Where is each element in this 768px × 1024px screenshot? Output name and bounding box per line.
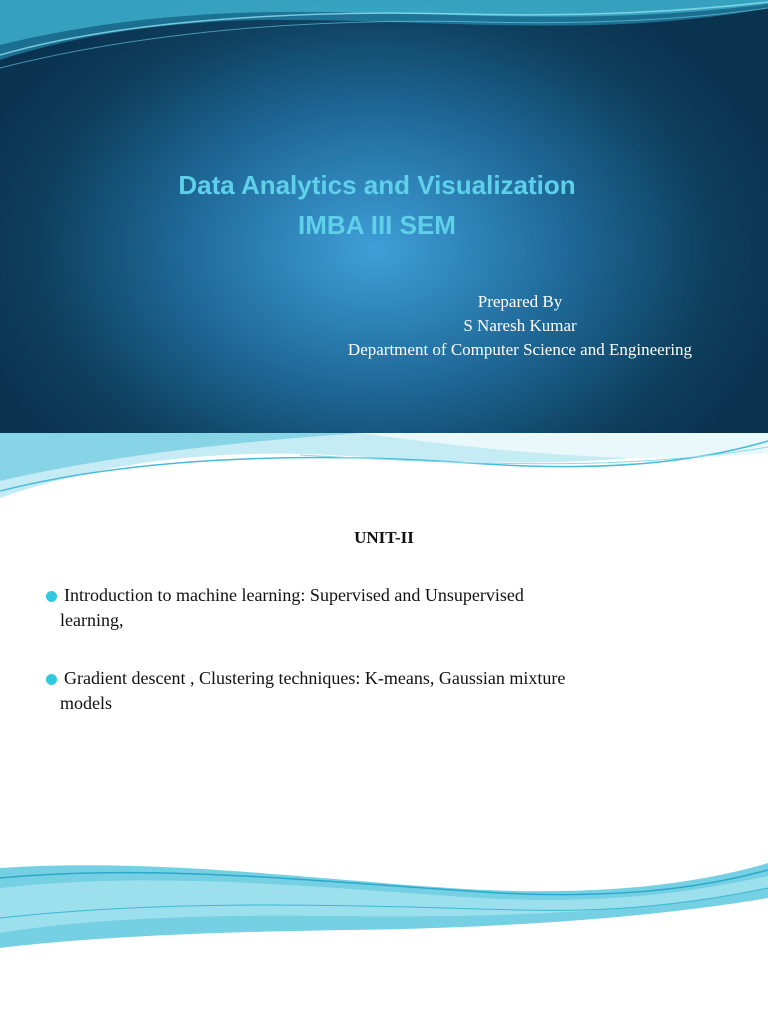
- slide2-top-wave-decoration: [0, 433, 768, 503]
- top-wave-decoration: [0, 0, 768, 80]
- title-slide: [0, 0, 768, 433]
- bullet-item: [44, 583, 724, 633]
- bullet-dot-icon: [46, 674, 57, 685]
- bullet-list: [44, 583, 724, 749]
- bullet-text-line: Gradient descent , Clustering techniques: K-means, Gaussian mixture: [64, 668, 566, 688]
- bullet-dot-icon: [46, 591, 57, 602]
- slide2-bottom-wave-decoration: [0, 858, 768, 948]
- content-slide: [0, 433, 768, 1024]
- unit-heading: UNIT-II: [354, 528, 414, 547]
- author-block: [300, 290, 740, 362]
- bullet-text-line: Introduction to machine learning: Supervised and Unsupervised: [64, 585, 524, 605]
- author-name: S Naresh Kumar: [463, 316, 577, 335]
- bullet-text-line: learning,: [60, 610, 124, 630]
- department-name: Department of Computer Science and Engineering: [347, 340, 693, 359]
- bullet-item: [44, 666, 724, 716]
- presentation-title: Data Analytics and Visualization: [178, 170, 576, 200]
- prepared-by-label: Prepared By: [477, 292, 563, 311]
- presentation-subtitle: IMBA III SEM: [298, 210, 456, 240]
- bullet-text-line: models: [60, 693, 112, 713]
